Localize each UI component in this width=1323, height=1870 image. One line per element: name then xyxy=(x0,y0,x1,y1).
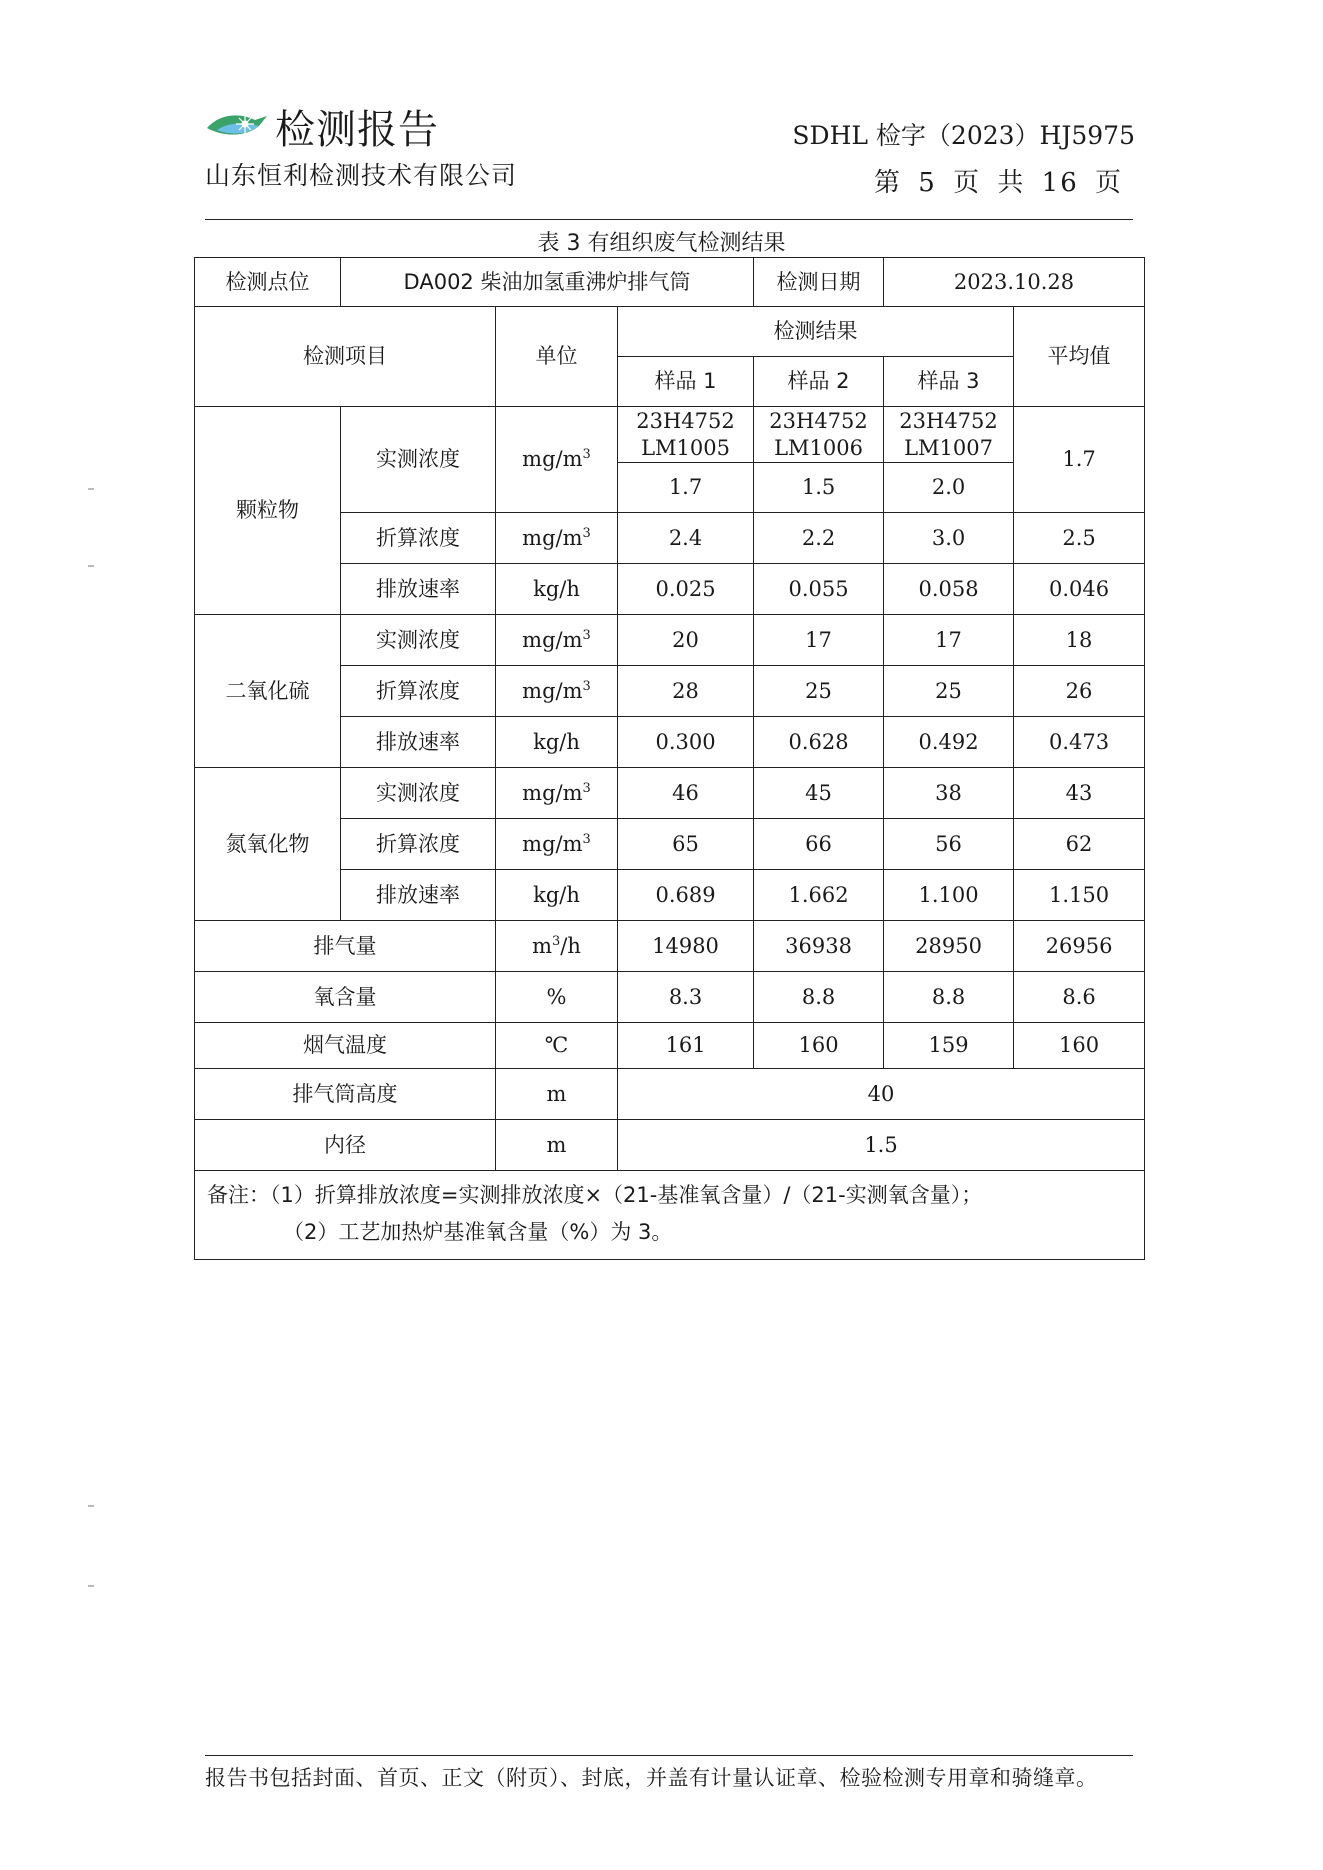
pollutant-so2: 二氧化硫 xyxy=(195,615,341,768)
value-cell: 56 xyxy=(884,819,1014,870)
table-row xyxy=(195,615,1145,666)
note-line-2: （2）工艺加热炉基准氧含量（%）为 3。 xyxy=(283,1219,673,1244)
sub-item-measured: 实测浓度 xyxy=(341,407,496,513)
value-cell: 25 xyxy=(754,666,884,717)
avg-cell: 62 xyxy=(1014,819,1145,870)
value-cell: 38 xyxy=(884,768,1014,819)
table-row xyxy=(195,1120,1145,1171)
unit-cell: $mg/m^3$ xyxy=(496,407,618,513)
value-cell: 17 xyxy=(884,615,1014,666)
unit-cell: $mg/m^3$ xyxy=(496,513,618,564)
sample-id-2: 23H4752 LM1006 xyxy=(754,407,884,463)
value-cell: 0.492 xyxy=(884,717,1014,768)
value-cell: 65 xyxy=(618,819,754,870)
sub-item-rate: 排放速率 xyxy=(341,717,496,768)
sub-item-rate: 排放速率 xyxy=(341,564,496,615)
scan-artifact xyxy=(88,488,94,490)
footer-text: 报告书包括封面、首页、正文（附页）、封底，并盖有计量认证章、检验检测专用章和骑缝章。 xyxy=(205,1766,1098,1790)
table-row xyxy=(195,768,1145,819)
table-row xyxy=(195,307,1145,357)
sample-id-3: 23H4752 LM1007 xyxy=(884,407,1014,463)
table-row xyxy=(195,1171,1145,1260)
sub-item-converted: 折算浓度 xyxy=(341,513,496,564)
col-header-average: 平均值 xyxy=(1014,307,1145,407)
value-cell: 20 xyxy=(618,615,754,666)
value-cell: 17 xyxy=(754,615,884,666)
scan-artifact xyxy=(88,565,94,567)
table-row xyxy=(195,407,1145,463)
sample-id-1: 23H4752 LM1005 xyxy=(618,407,754,463)
sub-item-rate: 排放速率 xyxy=(341,870,496,921)
unit-cell: $m^3/h$ xyxy=(496,921,618,972)
value-cell: 0.055 xyxy=(754,564,884,615)
notes-cell xyxy=(195,1171,1145,1260)
unit-cell: ℃ xyxy=(496,1023,618,1069)
avg-cell: 0.473 xyxy=(1014,717,1145,768)
value-cell: 8.8 xyxy=(884,972,1014,1023)
value-cell: 46 xyxy=(618,768,754,819)
company-name: 山东恒利检测技术有限公司 xyxy=(205,161,518,190)
avg-cell: 18 xyxy=(1014,615,1145,666)
unit-cell: % xyxy=(496,972,618,1023)
value-cell: 8.8 xyxy=(754,972,884,1023)
table-row xyxy=(195,921,1145,972)
col-header-sample-3: 样品 3 xyxy=(884,357,1014,407)
note-line-1: 备注：（1）折算排放浓度=实测排放浓度×（21-基准氧含量）/（21-实测氧含量）； xyxy=(207,1183,983,1207)
company-logo-bird-icon xyxy=(205,106,271,146)
value-cell: 3.0 xyxy=(884,513,1014,564)
unit-cell: m xyxy=(496,1120,618,1171)
report-header-right xyxy=(792,116,1135,199)
value-cell: 0.025 xyxy=(618,564,754,615)
value-cell: 28 xyxy=(618,666,754,717)
value-cell: 2.2 xyxy=(754,513,884,564)
value-cell: 8.3 xyxy=(618,972,754,1023)
notes-label: 备注： xyxy=(207,1183,270,1207)
report-number: SDHL 检字（2023）HJ5975 xyxy=(792,121,1135,150)
report-header-left xyxy=(205,100,517,192)
value-cell: 0.300 xyxy=(618,717,754,768)
value-cell: 159 xyxy=(884,1023,1014,1069)
pollutant-particulate: 颗粒物 xyxy=(195,407,341,615)
unit-cell: $mg/m^3$ xyxy=(496,768,618,819)
value-cell: 28950 xyxy=(884,921,1014,972)
value-cell: 1.7 xyxy=(618,463,754,513)
header-divider xyxy=(205,219,1133,220)
unit-cell: $mg/m^3$ xyxy=(496,666,618,717)
sub-item-converted: 折算浓度 xyxy=(341,819,496,870)
value-cell: 1.100 xyxy=(884,870,1014,921)
value-cell: 1.5 xyxy=(754,463,884,513)
scan-artifact xyxy=(88,1585,94,1587)
point-label: 检测点位 xyxy=(195,258,341,307)
avg-cell: 0.046 xyxy=(1014,564,1145,615)
item-flow: 排气量 xyxy=(195,921,496,972)
pollutant-nox: 氮氧化物 xyxy=(195,768,341,921)
avg-cell: 160 xyxy=(1014,1023,1145,1069)
value-cell: 1.5 xyxy=(618,1120,1145,1171)
date-value: 2023.10.28 xyxy=(884,258,1145,307)
value-cell: 0.689 xyxy=(618,870,754,921)
value-cell: 66 xyxy=(754,819,884,870)
item-oxygen: 氧含量 xyxy=(195,972,496,1023)
value-cell: 1.662 xyxy=(754,870,884,921)
avg-cell: 43 xyxy=(1014,768,1145,819)
sub-item-measured: 实测浓度 xyxy=(341,768,496,819)
value-cell: 0.058 xyxy=(884,564,1014,615)
report-title: 检测报告 xyxy=(275,106,439,153)
avg-cell: 8.6 xyxy=(1014,972,1145,1023)
date-label: 检测日期 xyxy=(754,258,884,307)
avg-cell: 1.150 xyxy=(1014,870,1145,921)
point-value: DA002 柴油加氢重沸炉排气筒 xyxy=(341,258,754,307)
col-header-unit: 单位 xyxy=(496,307,618,407)
unit-cell: kg/h xyxy=(496,870,618,921)
table-row xyxy=(195,972,1145,1023)
col-header-item: 检测项目 xyxy=(195,307,496,407)
unit-cell: kg/h xyxy=(496,564,618,615)
page-info: 第 5 页 共 16 页 xyxy=(874,168,1123,198)
value-cell: 36938 xyxy=(754,921,884,972)
avg-cell: 26 xyxy=(1014,666,1145,717)
sub-item-converted: 折算浓度 xyxy=(341,666,496,717)
value-cell: 160 xyxy=(754,1023,884,1069)
results-table xyxy=(194,257,1145,1260)
col-header-sample-2: 样品 2 xyxy=(754,357,884,407)
brand-row xyxy=(205,100,517,152)
avg-cell: 1.7 xyxy=(1014,407,1145,513)
unit-cell: kg/h xyxy=(496,717,618,768)
avg-cell: 26956 xyxy=(1014,921,1145,972)
col-header-sample-1: 样品 1 xyxy=(618,357,754,407)
unit-cell: $mg/m^3$ xyxy=(496,615,618,666)
value-cell: 14980 xyxy=(618,921,754,972)
avg-cell: 2.5 xyxy=(1014,513,1145,564)
col-header-results: 检测结果 xyxy=(618,307,1014,357)
value-cell: 45 xyxy=(754,768,884,819)
value-cell: 0.628 xyxy=(754,717,884,768)
value-cell: 25 xyxy=(884,666,1014,717)
footer-divider xyxy=(205,1755,1133,1756)
unit-cell: $mg/m^3$ xyxy=(496,819,618,870)
sub-item-measured: 实测浓度 xyxy=(341,615,496,666)
value-cell: 2.0 xyxy=(884,463,1014,513)
item-temperature: 烟气温度 xyxy=(195,1023,496,1069)
item-stack-height: 排气筒高度 xyxy=(195,1069,496,1120)
scan-artifact xyxy=(88,1505,94,1507)
value-cell: 161 xyxy=(618,1023,754,1069)
unit-cell: m xyxy=(496,1069,618,1120)
table-row xyxy=(195,1023,1145,1069)
table-row xyxy=(195,1069,1145,1120)
item-inner-diameter: 内径 xyxy=(195,1120,496,1171)
table-caption: 表 3 有组织废气检测结果 xyxy=(537,231,786,256)
value-cell: 40 xyxy=(618,1069,1145,1120)
value-cell: 2.4 xyxy=(618,513,754,564)
table-row xyxy=(195,258,1145,307)
